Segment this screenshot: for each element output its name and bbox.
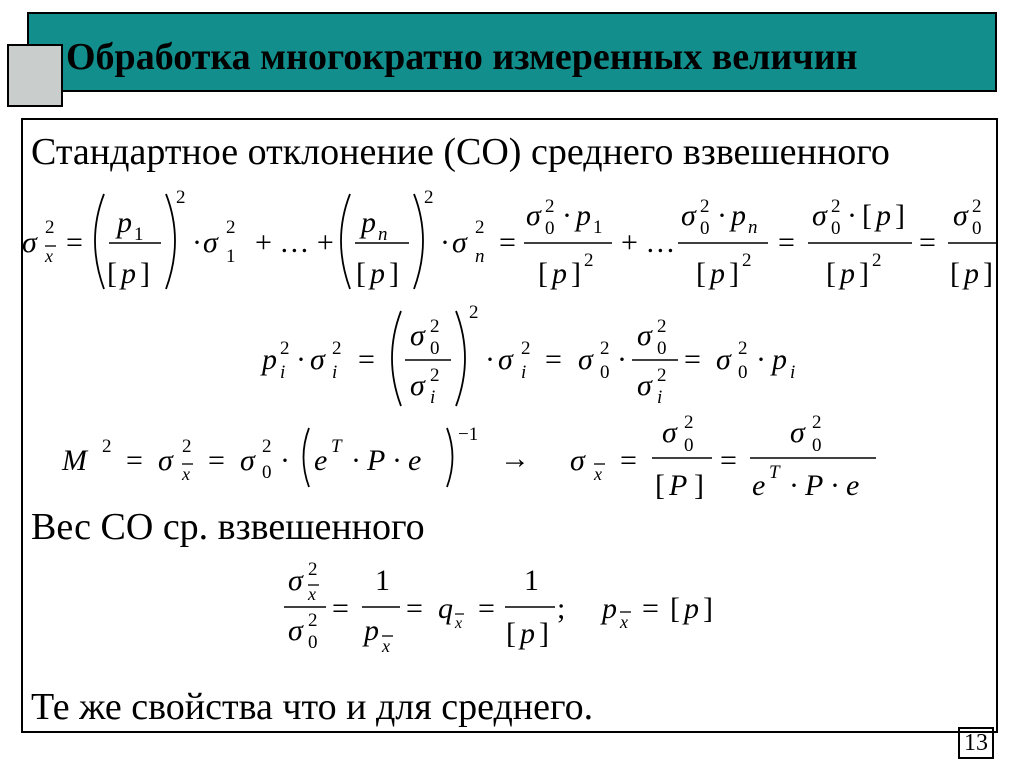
svg-text:2: 2 — [102, 436, 112, 457]
svg-text:T: T — [769, 462, 780, 483]
svg-text:2: 2 — [308, 559, 318, 580]
svg-text:·: · — [440, 226, 450, 259]
svg-text:·: · — [351, 444, 361, 477]
svg-text:T: T — [331, 436, 342, 457]
svg-text:2: 2 — [262, 436, 272, 457]
svg-text:0: 0 — [812, 435, 822, 456]
svg-text:2: 2 — [738, 338, 748, 359]
svg-text:i: i — [280, 362, 286, 383]
svg-text:]: ] — [539, 617, 549, 650]
svg-text:1: 1 — [375, 564, 390, 597]
svg-text:σ: σ — [953, 199, 968, 232]
svg-text:0: 0 — [430, 338, 440, 359]
svg-text:=: = — [126, 444, 143, 477]
svg-text:p: p — [121, 257, 136, 290]
svg-text:=: = — [642, 592, 659, 625]
svg-text:[: [ — [950, 257, 960, 290]
svg-text:=: = — [406, 592, 423, 625]
svg-text:p: p — [964, 257, 979, 290]
svg-text:i: i — [657, 387, 663, 408]
svg-text:p: p — [710, 257, 725, 290]
svg-text:2: 2 — [332, 338, 342, 359]
svg-text:σ: σ — [22, 226, 37, 259]
svg-text:2: 2 — [684, 412, 694, 433]
svg-text:2: 2 — [469, 302, 479, 323]
slide-title: Обработка многократно измеренных величин — [66, 36, 858, 78]
svg-text:2: 2 — [280, 338, 290, 359]
svg-text:[: [ — [506, 617, 516, 650]
svg-text:x: x — [455, 615, 463, 632]
svg-text:σ: σ — [578, 343, 593, 376]
svg-text:=: = — [919, 226, 936, 259]
svg-text:σ: σ — [288, 564, 303, 597]
svg-text:;: ; — [557, 592, 566, 625]
svg-text:·: · — [830, 469, 840, 502]
svg-text:σ: σ — [452, 226, 467, 259]
svg-text:q: q — [438, 592, 453, 625]
svg-text:[: [ — [655, 469, 665, 502]
svg-text:p: p — [370, 257, 385, 290]
svg-text:·: · — [617, 343, 627, 376]
svg-text:1: 1 — [134, 224, 144, 245]
svg-text:2: 2 — [700, 196, 710, 217]
svg-text:n: n — [748, 217, 758, 238]
svg-text:p: p — [364, 614, 379, 647]
svg-text:]: ] — [389, 257, 399, 290]
svg-text:2: 2 — [545, 196, 555, 217]
svg-text:=: = — [545, 343, 562, 376]
svg-text:0: 0 — [600, 362, 610, 383]
svg-text:=: = — [208, 444, 225, 477]
svg-text:p: p — [602, 592, 617, 625]
svg-text:2: 2 — [872, 250, 882, 271]
svg-text:−1: −1 — [458, 424, 479, 445]
svg-text:σ: σ — [812, 199, 827, 232]
svg-text:p: p — [731, 199, 746, 232]
svg-text:[: [ — [862, 199, 872, 232]
svg-text:i: i — [521, 362, 527, 383]
svg-text:2: 2 — [812, 412, 822, 433]
svg-text:=: = — [499, 226, 516, 259]
svg-text:p: p — [117, 206, 132, 239]
svg-text:M: M — [62, 444, 87, 477]
svg-text:2: 2 — [182, 436, 192, 457]
svg-text:p: p — [684, 592, 699, 625]
svg-text:=: = — [720, 444, 737, 477]
svg-text:2: 2 — [430, 316, 440, 337]
svg-text:=: = — [778, 226, 795, 259]
svg-text:σ: σ — [570, 444, 585, 477]
svg-text:e: e — [846, 469, 860, 502]
svg-text:σ: σ — [203, 226, 218, 259]
formula-eq2 — [260, 302, 795, 408]
svg-text:2: 2 — [657, 316, 667, 337]
svg-text:=: = — [478, 592, 495, 625]
svg-text:+ …: + … — [621, 226, 676, 259]
svg-text:→: → — [500, 442, 530, 475]
svg-text:2: 2 — [430, 365, 440, 386]
svg-text:0: 0 — [657, 338, 667, 359]
svg-text:0: 0 — [684, 435, 694, 456]
svg-text:0: 0 — [262, 462, 272, 483]
svg-text:·: · — [485, 343, 495, 376]
svg-text:[: [ — [670, 592, 680, 625]
svg-text:p: p — [840, 257, 855, 290]
svg-text:·: · — [756, 343, 766, 376]
svg-text:x: x — [308, 584, 316, 604]
page-number: 13 — [958, 727, 994, 759]
svg-text:n: n — [378, 224, 388, 245]
svg-text:0: 0 — [700, 218, 710, 239]
svg-text:σ: σ — [526, 199, 541, 232]
svg-text:e: e — [408, 444, 422, 477]
svg-text:]: ] — [895, 199, 905, 232]
svg-text:2: 2 — [424, 187, 434, 208]
svg-text:σ: σ — [240, 444, 255, 477]
svg-text:=: = — [66, 226, 83, 259]
svg-text:[: [ — [538, 257, 548, 290]
svg-text:2: 2 — [600, 338, 610, 359]
svg-text:]: ] — [983, 257, 993, 290]
svg-text:i: i — [332, 362, 338, 383]
svg-text:[: [ — [356, 257, 366, 290]
svg-text:i: i — [430, 387, 436, 408]
svg-text:x: x — [620, 612, 628, 632]
svg-text:p: p — [262, 343, 277, 376]
svg-text:2: 2 — [584, 250, 594, 271]
svg-text:+ … +: + … + — [255, 226, 334, 259]
svg-text:2: 2 — [831, 196, 841, 217]
svg-text:0: 0 — [972, 218, 982, 239]
svg-text:p: p — [772, 343, 787, 376]
svg-text:σ: σ — [681, 199, 696, 232]
svg-text:·: · — [192, 226, 202, 259]
svg-text:2: 2 — [742, 250, 752, 271]
svg-text:i: i — [790, 362, 796, 383]
svg-text:σ: σ — [498, 343, 513, 376]
svg-text:n: n — [475, 246, 485, 267]
svg-text:σ: σ — [410, 319, 425, 352]
svg-text:P: P — [669, 469, 688, 502]
svg-text:x: x — [382, 636, 390, 656]
svg-text:2: 2 — [521, 338, 531, 359]
svg-text:0: 0 — [738, 362, 748, 383]
svg-text:P: P — [367, 444, 386, 477]
svg-text:]: ] — [859, 257, 869, 290]
svg-text:[: [ — [107, 257, 117, 290]
svg-text:2: 2 — [45, 217, 55, 238]
svg-text:P: P — [805, 469, 824, 502]
svg-text:e: e — [314, 444, 328, 477]
svg-text:·: · — [717, 199, 727, 232]
svg-text:σ: σ — [637, 319, 652, 352]
svg-text:0: 0 — [308, 632, 318, 653]
svg-text:σ: σ — [310, 343, 325, 376]
svg-text:=: = — [358, 343, 375, 376]
svg-text:2: 2 — [308, 610, 318, 631]
conclusion-text: Те же свойства что и для среднего. — [31, 686, 594, 728]
svg-text:σ: σ — [410, 369, 425, 402]
svg-text:σ: σ — [790, 416, 805, 449]
svg-text:]: ] — [571, 257, 581, 290]
svg-text:2: 2 — [972, 196, 982, 217]
svg-text:2: 2 — [475, 217, 485, 238]
svg-text:·: · — [789, 469, 799, 502]
svg-text:σ: σ — [158, 444, 173, 477]
svg-text:·: · — [280, 444, 290, 477]
svg-text:σ: σ — [662, 416, 677, 449]
svg-text:]: ] — [140, 257, 150, 290]
svg-text:σ: σ — [288, 614, 303, 647]
svg-text:p: p — [361, 206, 376, 239]
svg-text:p: p — [876, 199, 891, 232]
svg-text:p: p — [576, 199, 591, 232]
svg-text:[: [ — [826, 257, 836, 290]
svg-text:p: p — [520, 617, 535, 650]
svg-text:1: 1 — [593, 217, 603, 238]
svg-text:2: 2 — [226, 217, 236, 238]
svg-text:e: e — [752, 469, 766, 502]
svg-text:1: 1 — [524, 564, 539, 597]
svg-text:x: x — [182, 464, 190, 484]
heading-weighted-mean-std: Стандартное отклонение (СО) среднего взвешенного — [31, 131, 890, 173]
svg-text:0: 0 — [831, 218, 841, 239]
formula-eq4 — [284, 559, 713, 656]
svg-text:=: = — [332, 592, 349, 625]
svg-text:·: · — [847, 199, 857, 232]
svg-text:2: 2 — [176, 187, 186, 208]
svg-text:x: x — [45, 246, 53, 266]
heading-weight-of-std: Вес СО ср. взвешенного — [31, 506, 425, 548]
svg-text:σ: σ — [637, 369, 652, 402]
svg-text:]: ] — [694, 469, 704, 502]
svg-text:]: ] — [729, 257, 739, 290]
svg-text:·: · — [562, 199, 572, 232]
svg-text:]: ] — [703, 592, 713, 625]
formula-eq1 — [22, 187, 996, 290]
svg-text:σ: σ — [716, 343, 731, 376]
svg-text:·: · — [296, 343, 306, 376]
svg-text:x: x — [594, 464, 602, 484]
svg-text:1: 1 — [226, 246, 236, 267]
svg-text:=: = — [620, 444, 637, 477]
formula-eq3 — [61, 412, 876, 502]
svg-text:0: 0 — [545, 218, 555, 239]
svg-text:p: p — [552, 257, 567, 290]
svg-text:2: 2 — [657, 365, 667, 386]
svg-text:[: [ — [696, 257, 706, 290]
svg-text:=: = — [684, 343, 701, 376]
svg-text:·: · — [392, 444, 402, 477]
